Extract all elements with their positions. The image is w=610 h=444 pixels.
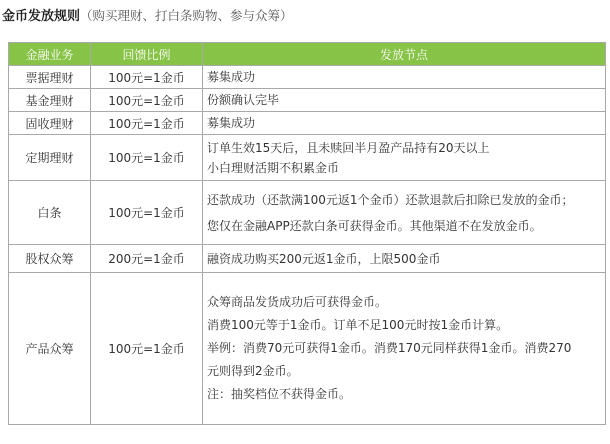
table-row xyxy=(9,245,606,273)
page-subtitle: （购买理财、打白条购物、参与众筹） xyxy=(80,8,293,23)
ratio-cell: 100元=1金币 xyxy=(91,273,203,425)
node-line: 募集成功 xyxy=(207,70,256,84)
node-cell xyxy=(203,273,606,425)
node-cell xyxy=(203,135,606,181)
node-line: 消费100元等于1金币。订单不足100元时按1金币计算。 xyxy=(207,318,509,332)
node-line: 融资成功购买200元返1金币，上限500金币 xyxy=(207,251,441,266)
business-cell: 基金理财 xyxy=(9,89,91,112)
table-row xyxy=(9,112,606,135)
node-line: 份额确认完毕 xyxy=(207,93,280,107)
node-cell xyxy=(203,181,606,245)
page-heading xyxy=(2,5,293,25)
table-row xyxy=(9,89,606,112)
column-header-business: 金融业务 xyxy=(9,43,91,66)
node-cell xyxy=(203,66,606,89)
ratio-cell: 100元=1金币 xyxy=(91,135,203,181)
table-row xyxy=(9,273,606,425)
table-row xyxy=(9,66,606,89)
node-line: 众筹商品发货成功后可获得金币。 xyxy=(207,295,388,309)
table-row xyxy=(9,135,606,181)
table-row xyxy=(9,181,606,245)
business-cell: 股权众筹 xyxy=(9,245,91,273)
table-header-row xyxy=(9,43,606,66)
node-line: 订单生效15天后，且未赎回半月盈产品持有20天以上 xyxy=(207,140,490,155)
ratio-cell: 100元=1金币 xyxy=(91,181,203,245)
business-cell: 白条 xyxy=(9,181,91,245)
ratio-cell: 100元=1金币 xyxy=(91,112,203,135)
node-cell xyxy=(203,89,606,112)
node-cell xyxy=(203,112,606,135)
ratio-cell: 200元=1金币 xyxy=(91,245,203,273)
node-line: 举例：消费70元可获得1金币。消费170元同样获得1金币。消费270 xyxy=(207,341,572,355)
column-header-ratio: 回馈比例 xyxy=(91,43,203,66)
node-line: 募集成功 xyxy=(207,116,256,130)
business-cell: 固收理财 xyxy=(9,112,91,135)
node-line: 还款成功（还款满100元返1个金币）还款退款后扣除已发放的金币； xyxy=(207,192,574,207)
business-cell: 定期理财 xyxy=(9,135,91,181)
gold-coin-rules-table xyxy=(8,42,606,425)
node-cell xyxy=(203,245,606,273)
node-line: 小白理财活期不积累金币 xyxy=(207,160,340,175)
node-line: 注：抽奖档位不获得金币。 xyxy=(207,387,352,401)
page-title: 金币发放规则 xyxy=(2,9,81,24)
business-cell: 产品众筹 xyxy=(9,273,91,425)
node-line: 元则得到2金币。 xyxy=(207,364,299,378)
ratio-cell: 100元=1金币 xyxy=(91,66,203,89)
ratio-cell: 100元=1金币 xyxy=(91,89,203,112)
business-cell: 票据理财 xyxy=(9,66,91,89)
node-line: 您仅在金融APP还款白条可获得金币。其他渠道不在发放金币。 xyxy=(207,218,542,233)
column-header-node: 发放节点 xyxy=(203,43,606,66)
